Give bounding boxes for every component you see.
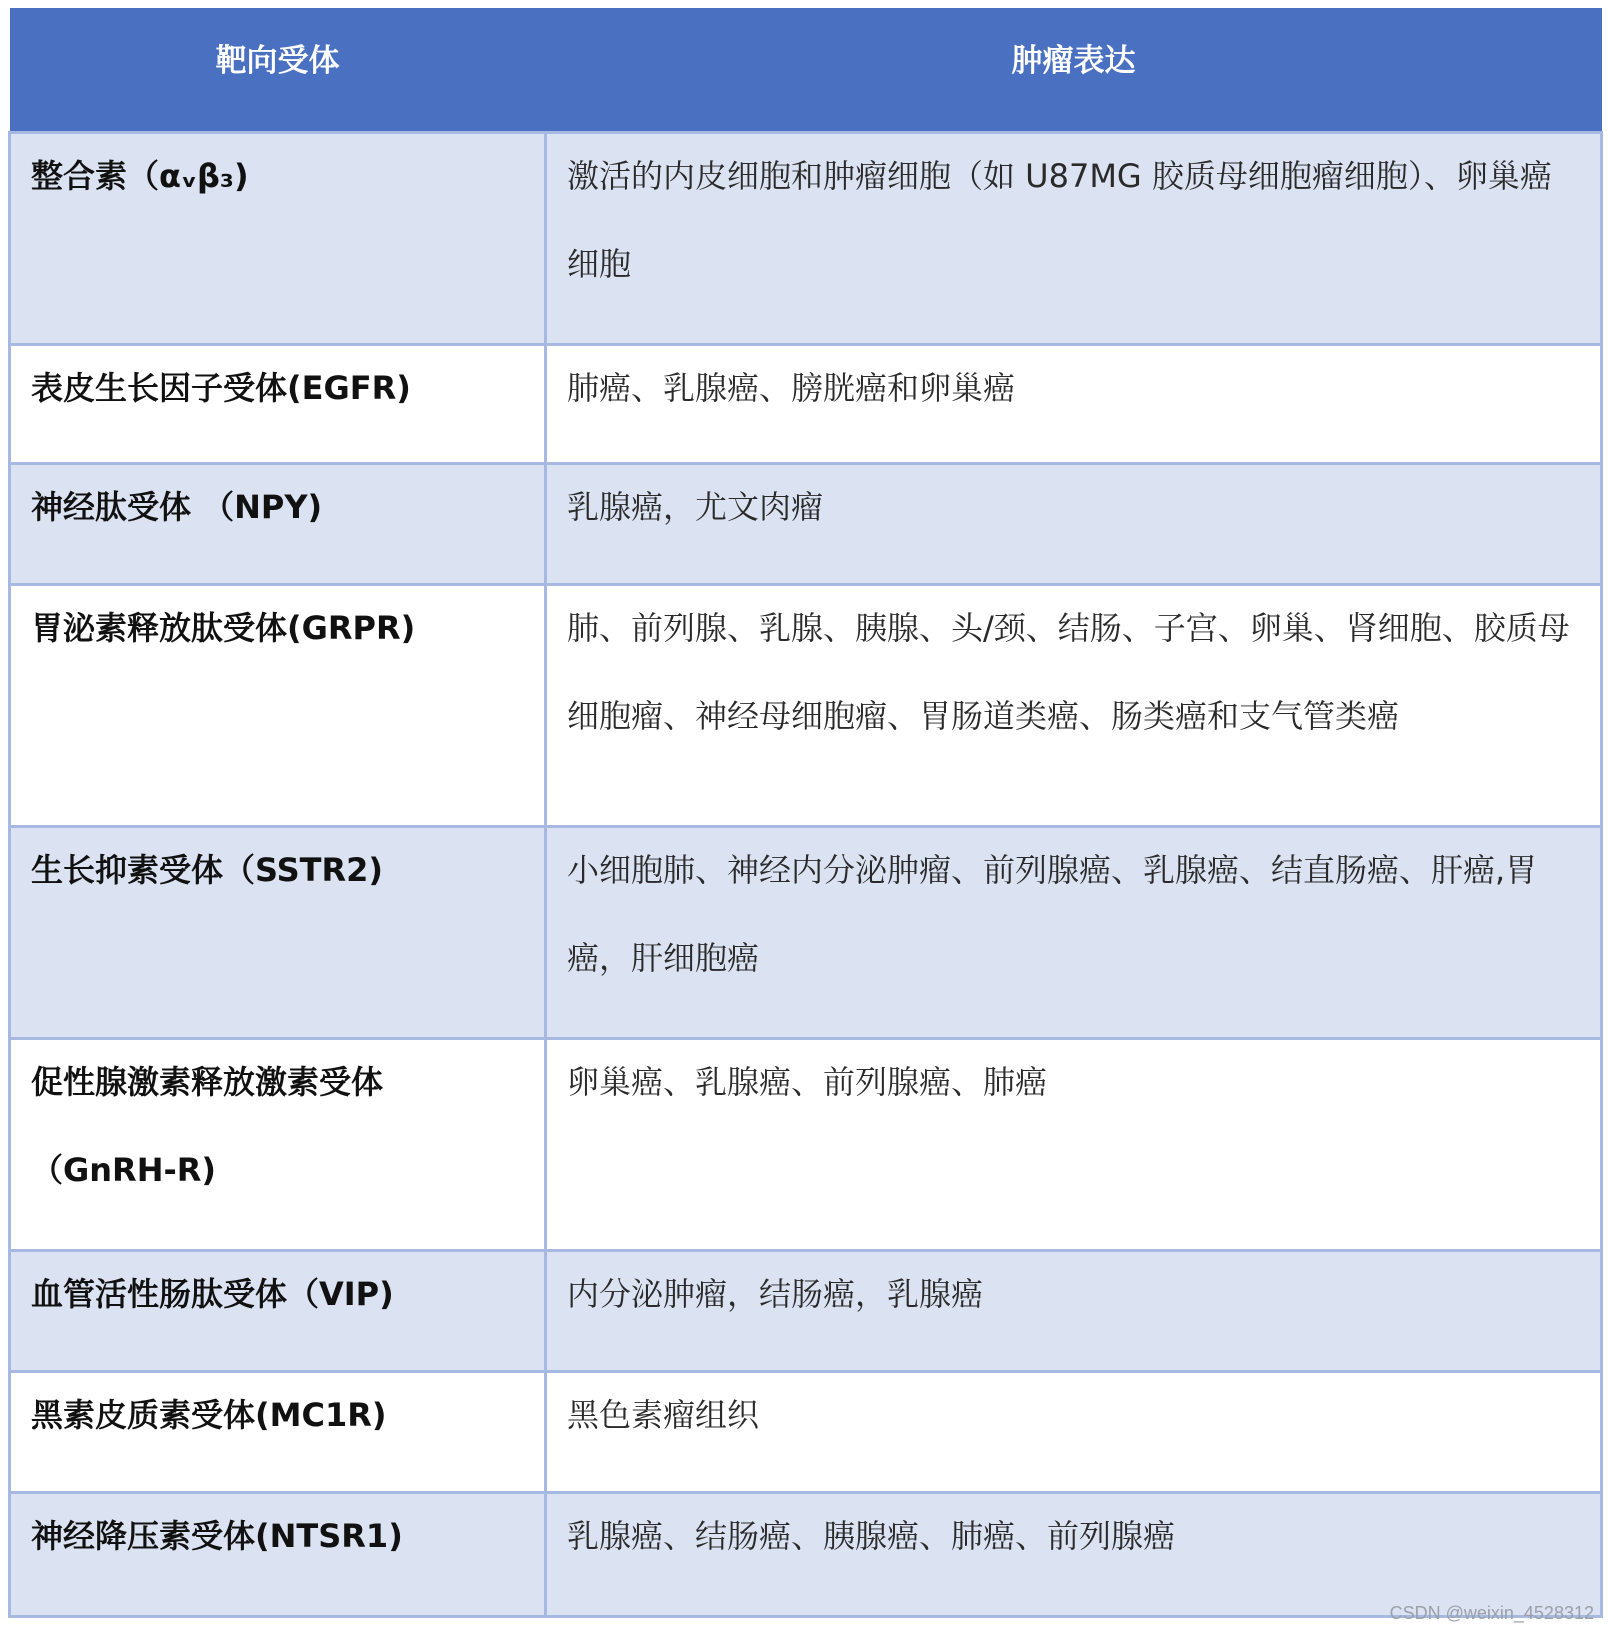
expression-cell [546,1038,1602,1250]
table-row [10,132,1602,344]
expression-text: 小细胞肺、神经内分泌肿瘤、前列腺癌、乳腺癌、结直肠癌、肝癌,胃癌，肝细胞癌 [567,850,1538,977]
header-receptor: 靶向受体 [10,8,546,132]
expression-text: 激活的内皮细胞和肿瘤细胞（如 U87MG 胶质母细胞瘤细胞）、卵巢癌细胞 [567,156,1552,283]
receptor-text: 神经肽受体 （NPY) [31,487,323,526]
receptor-cell [10,463,546,584]
receptor-cell [10,132,546,344]
receptor-cell [10,826,546,1038]
receptor-text: 胃泌素释放肽受体(GRPR) [31,608,416,647]
csdn-watermark: CSDN @weixin_4528312 [1389,1603,1594,1623]
receptor-text: 黑素皮质素受体(MC1R) [31,1395,387,1434]
expression-cell [546,1492,1602,1616]
table-row [10,463,1602,584]
table-row [10,584,1602,826]
receptor-text: 表皮生长因子受体(EGFR) [31,368,411,407]
header-row [10,8,1602,132]
receptor-text: 促性腺激素释放激素受体（GnRH-R) [31,1062,384,1189]
receptor-cell [10,1038,546,1250]
expression-cell [546,1250,1602,1371]
expression-text: 肺癌、乳腺癌、膀胱癌和卵巢癌 [567,368,1016,407]
receptor-cell [10,1492,546,1616]
expression-text: 黑色素瘤组织 [567,1395,760,1434]
expression-cell [546,826,1602,1038]
expression-text: 卵巢癌、乳腺癌、前列腺癌、肺癌 [567,1062,1048,1101]
expression-text: 乳腺癌、结肠癌、胰腺癌、肺癌、前列腺癌 [567,1516,1176,1555]
header-expression: 肿瘤表达 [546,8,1602,132]
expression-cell [546,132,1602,344]
expression-cell [546,344,1602,463]
receptor-cell [10,1371,546,1492]
receptor-table [8,8,1603,1618]
expression-cell [546,1371,1602,1492]
table-header [10,8,1602,132]
table-row [10,1492,1602,1616]
table-row [10,1038,1602,1250]
expression-cell [546,584,1602,826]
table-row [10,826,1602,1038]
receptor-text: 生长抑素受体（SSTR2) [31,850,384,889]
expression-text: 乳腺癌，尤文肉瘤 [567,487,824,526]
table-row [10,1250,1602,1371]
receptor-cell [10,344,546,463]
receptor-text: 整合素（αᵥβ₃) [31,156,249,195]
table-body [10,132,1602,1616]
receptor-cell [10,584,546,826]
table-row [10,344,1602,463]
expression-text: 肺、前列腺、乳腺、胰腺、头/颈、结肠、子宫、卵巢、肾细胞、胶质母细胞瘤、神经母细胞瘤、胃肠道类癌、肠类癌和支气管类癌 [567,608,1570,735]
table-row [10,1371,1602,1492]
expression-cell [546,463,1602,584]
receptor-text: 神经降压素受体(NTSR1) [31,1516,403,1555]
receptor-cell [10,1250,546,1371]
receptor-text: 血管活性肠肽受体（VIP) [31,1274,394,1313]
expression-text: 内分泌肿瘤，结肠癌，乳腺癌 [567,1274,984,1313]
